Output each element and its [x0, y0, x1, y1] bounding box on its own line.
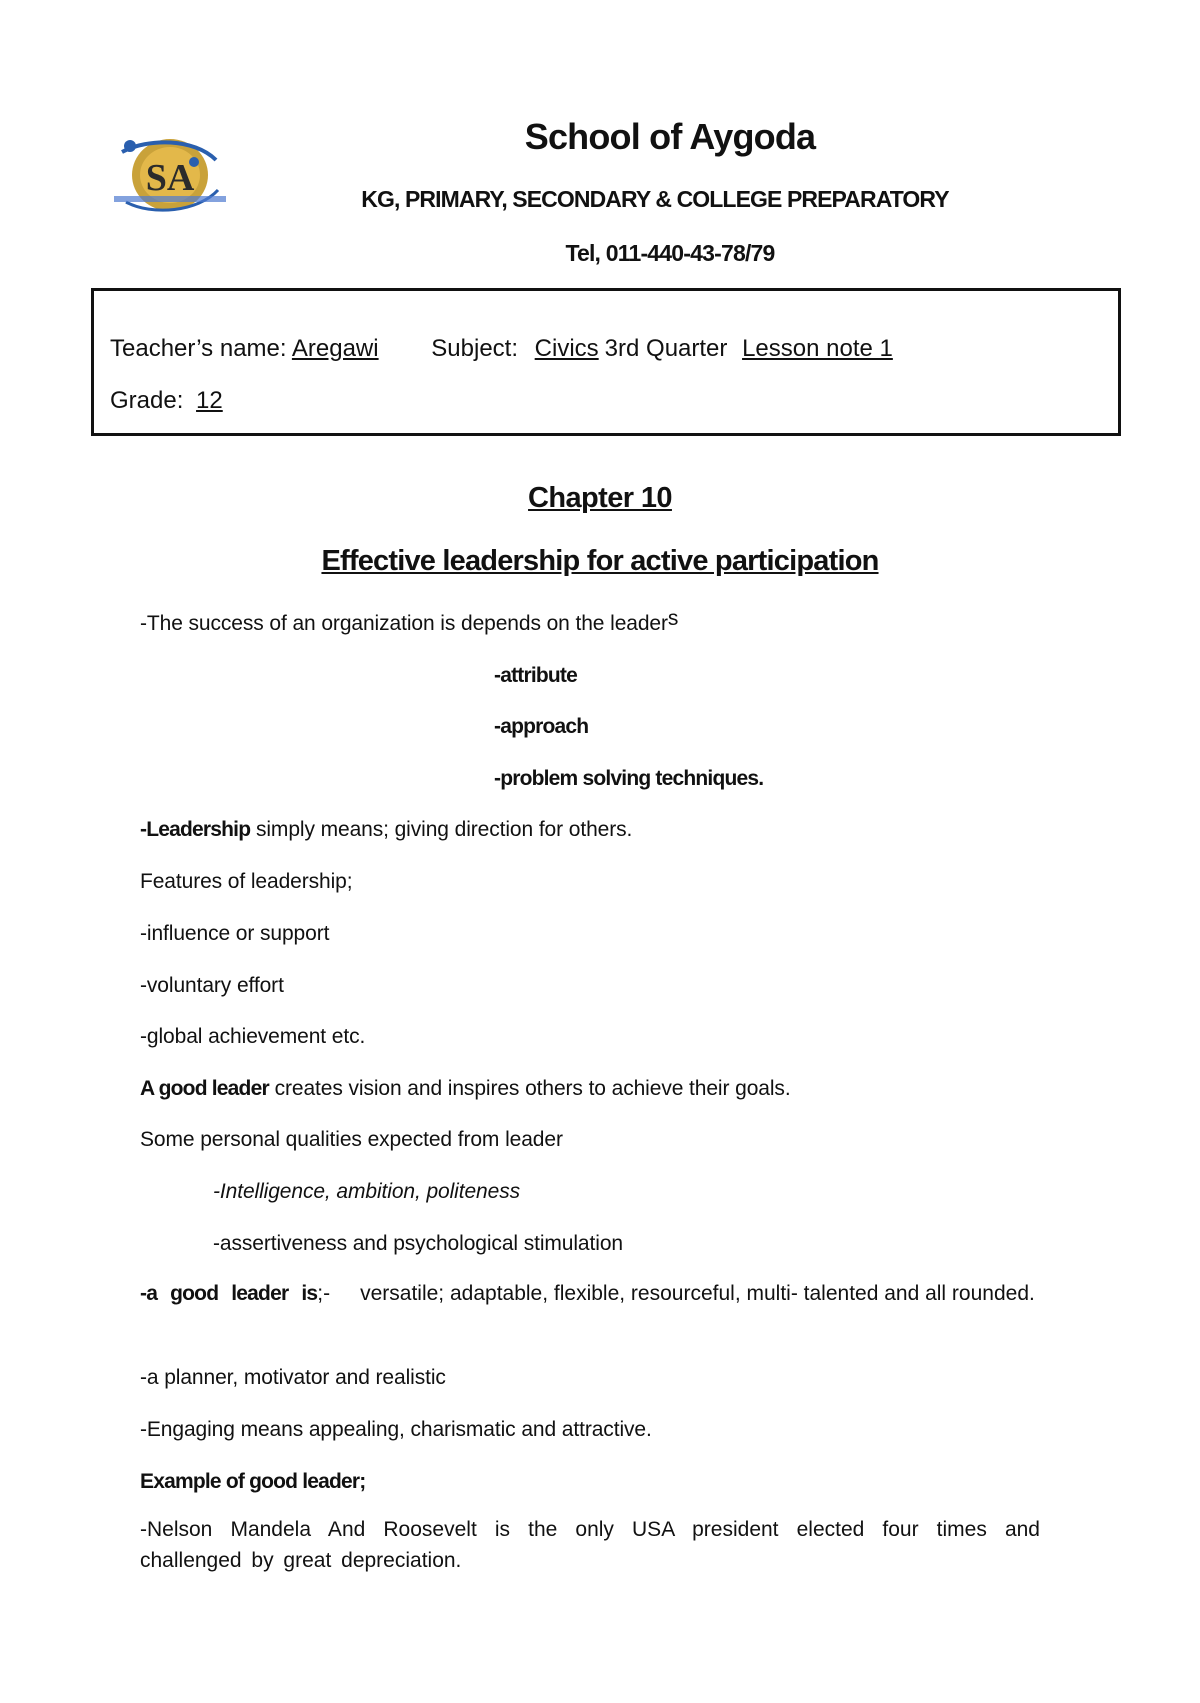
subject-name: Civics — [534, 335, 599, 362]
teacher-label: Teacher’s name: — [110, 335, 287, 362]
planner-line: -a planner, motivator and realistic — [140, 1366, 446, 1389]
grade-value: 12 — [196, 387, 223, 414]
leadership-term: -Leadership — [140, 818, 251, 841]
attribute-item: -attribute — [494, 664, 577, 687]
example-paragraph: -Nelson Mandela And Roosevelt is the only USA president elected four times and challenged by great depreciation. — [140, 1518, 1040, 1572]
qualities-heading: Some personal qualities expected from leader — [140, 1128, 563, 1151]
good-leader-term: A good leader — [140, 1077, 269, 1100]
intro-line: -The success of an organization is depends on the leaders — [140, 607, 679, 635]
quality-item: -assertiveness and psychological stimulation — [213, 1232, 623, 1255]
lesson-note: Lesson note 1 — [742, 335, 893, 362]
subject-label: Subject: — [431, 335, 518, 362]
school-levels: KG, PRIMARY, SECONDARY & COLLEGE PREPARATORY — [361, 186, 949, 212]
attribute-item: -approach — [494, 715, 589, 738]
school-telephone: Tel, 011-440-43-78/79 — [565, 240, 775, 266]
lesson-info-box — [91, 288, 1121, 436]
chapter-subtitle: Effective leadership for active participation — [321, 545, 879, 577]
attribute-item: -problem solving techniques. — [494, 767, 764, 790]
chapter-title: Chapter 10 — [528, 482, 672, 514]
quarter-text: 3rd Quarter — [604, 335, 728, 362]
good-leader-is-paragraph: -a good leader is;- versatile; adaptable, flexible, resourceful, multi- talented and all rounded. — [140, 1282, 1035, 1305]
engaging-line: -Engaging means appealing, charismatic and attractive. — [140, 1418, 652, 1441]
feature-item: -global achievement etc. — [140, 1025, 366, 1048]
feature-item: -voluntary effort — [140, 974, 284, 997]
grade-label: Grade: — [110, 387, 184, 414]
features-heading: Features of leadership; — [140, 870, 353, 893]
good-leader-is-term: -a good leader is — [140, 1282, 318, 1305]
school-name: School of Aygoda — [524, 116, 816, 157]
leadership-definition: -Leadership simply means; giving direction for others. — [140, 818, 633, 841]
svg-text:SA: SA — [145, 157, 195, 199]
info-line-teacher — [110, 335, 893, 363]
info-line-grade — [110, 387, 223, 415]
quality-item: -Intelligence, ambition, politeness — [213, 1180, 521, 1203]
teacher-name: Aregawi — [291, 335, 379, 362]
example-heading: Example of good leader; — [140, 1470, 366, 1493]
good-leader-definition: A good leader creates vision and inspires others to achieve their goals. — [140, 1077, 791, 1100]
feature-item: -influence or support — [140, 922, 330, 945]
